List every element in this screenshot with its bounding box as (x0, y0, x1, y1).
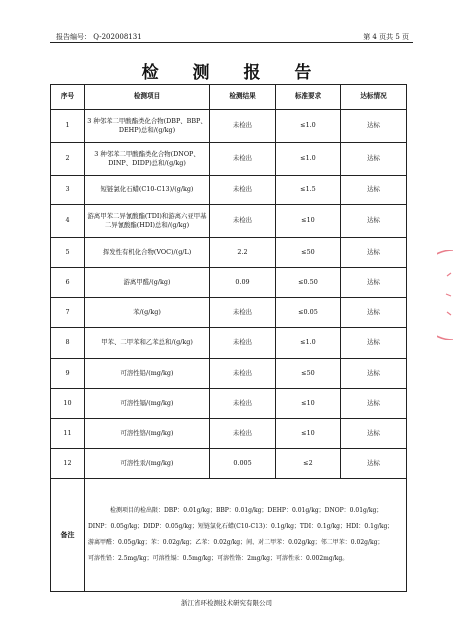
column-header-result: 检测结果 (210, 85, 276, 110)
cell-standard: ≤10 (276, 205, 341, 238)
table-header-row (51, 85, 407, 110)
cell-standard: ≤0.05 (276, 298, 341, 328)
cell-standard: ≤0.50 (276, 268, 341, 298)
report-number: 报告编号： Q-202008131 (56, 33, 142, 41)
cell-result: 未检出 (210, 176, 276, 205)
cell-no: 8 (51, 328, 85, 359)
column-header-standard: 标准要求 (276, 85, 341, 110)
table-row (51, 419, 407, 449)
cell-standard: ≤10 (276, 419, 341, 449)
cell-result: 未检出 (210, 298, 276, 328)
cell-result: 未检出 (210, 143, 276, 176)
cell-standard: ≤1.0 (276, 143, 341, 176)
cell-status: 达标 (341, 143, 407, 176)
cell-status: 达标 (341, 328, 407, 359)
cell-status: 达标 (341, 359, 407, 389)
stamp-seal-icon (437, 250, 453, 340)
cell-item: 3 种邻苯二甲酸酯类化合物(DBP、BBP、DEHP)总和/(g/kg) (85, 110, 210, 143)
cell-item: 可溶性铅/(mg/kg) (85, 359, 210, 389)
cell-item: 苯/(g/kg) (85, 298, 210, 328)
cell-result: 未检出 (210, 110, 276, 143)
cell-item: 挥发性有机化合物(VOC)/(g/L) (85, 238, 210, 268)
table-row (51, 176, 407, 205)
column-header-no: 序号 (51, 85, 85, 110)
note-line: 可溶性铅：2.5mg/kg；可溶性镉：0.5mg/kg；可溶性铬：2mg/kg；可溶性汞：0.002mg/kg。 (88, 554, 349, 562)
cell-item: 可溶性铬/(mg/kg) (85, 419, 210, 449)
table-row (51, 328, 407, 359)
page-indicator: 第 4 页共 5 页 (363, 33, 409, 41)
cell-no: 11 (51, 419, 85, 449)
cell-item: 可溶性汞/(mg/kg) (85, 449, 210, 479)
cell-standard: ≤50 (276, 238, 341, 268)
cell-status: 达标 (341, 238, 407, 268)
cell-no: 6 (51, 268, 85, 298)
cell-item: 游离甲苯二异氰酸酯(TDI)和游离六亚甲基二异氰酸酯(HDI)总和/(g/kg) (85, 205, 210, 238)
cell-no: 10 (51, 389, 85, 419)
cell-status: 达标 (341, 449, 407, 479)
cell-no: 9 (51, 359, 85, 389)
page-title: 检 测 报 告 (141, 63, 326, 83)
cell-result: 未检出 (210, 205, 276, 238)
table-row (51, 143, 407, 176)
cell-result: 0.09 (210, 268, 276, 298)
cell-item: 短链氯化石蜡(C10-C13)/(g/kg) (85, 176, 210, 205)
table-row (51, 238, 407, 268)
company-footer: 浙江省环检测技术研究有限公司 (181, 599, 272, 607)
cell-status: 达标 (341, 110, 407, 143)
cell-standard: ≤1.0 (276, 110, 341, 143)
cell-standard: ≤10 (276, 389, 341, 419)
cell-no: 12 (51, 449, 85, 479)
cell-item: 甲苯、二甲苯和乙苯总和/(g/kg) (85, 328, 210, 359)
cell-standard: ≤50 (276, 359, 341, 389)
results-table (50, 84, 407, 592)
note-line: 检测项目的检出限：DBP：0.01g/kg；BBP：0.01g/kg；DEHP：0.01g/kg；DNOP：0.01g/kg； (110, 507, 383, 515)
cell-no: 1 (51, 110, 85, 143)
cell-standard: ≤2 (276, 449, 341, 479)
column-header-status: 达标情况 (341, 85, 407, 110)
cell-result: 未检出 (210, 389, 276, 419)
column-header-item: 检测项目 (85, 85, 210, 110)
note-line: 游离甲醛：0.05g/kg；苯：0.02g/kg；乙苯：0.02g/kg；间、对二甲苯：0.02g/kg；邻二甲苯：0.02g/kg； (88, 539, 384, 546)
cell-no: 5 (51, 238, 85, 268)
note-label: 备注 (51, 479, 85, 592)
cell-standard: ≤1.0 (276, 328, 341, 359)
cell-status: 达标 (341, 389, 407, 419)
header-divider (50, 42, 413, 43)
cell-status: 达标 (341, 419, 407, 449)
cell-result: 未检出 (210, 419, 276, 449)
table-row (51, 389, 407, 419)
table-row (51, 449, 407, 479)
table-row (51, 359, 407, 389)
note-content (85, 479, 407, 592)
cell-standard: ≤1.5 (276, 176, 341, 205)
note-row (51, 479, 407, 592)
cell-no: 3 (51, 176, 85, 205)
table-row (51, 268, 407, 298)
table-row (51, 298, 407, 328)
note-line: DINP：0.05g/kg；DIDP：0.05g/kg；短链氯化石蜡(C10-C13)：0.1g/kg；TDI：0.1g/kg；HDI：0.1g/kg； (88, 523, 394, 531)
cell-status: 达标 (341, 205, 407, 238)
table-row (51, 205, 407, 238)
cell-item: 游离甲醛/(g/kg) (85, 268, 210, 298)
cell-no: 4 (51, 205, 85, 238)
cell-result: 2.2 (210, 238, 276, 268)
cell-status: 达标 (341, 176, 407, 205)
cell-result: 0.005 (210, 449, 276, 479)
cell-result: 未检出 (210, 328, 276, 359)
cell-item: 可溶性镉/(mg/kg) (85, 389, 210, 419)
cell-status: 达标 (341, 268, 407, 298)
table-row (51, 110, 407, 143)
cell-status: 达标 (341, 298, 407, 328)
cell-item: 3 种邻苯二甲酸酯类化合物(DNOP、DINP、DIDP)总和/(g/kg) (85, 143, 210, 176)
cell-no: 7 (51, 298, 85, 328)
cell-result: 未检出 (210, 359, 276, 389)
cell-no: 2 (51, 143, 85, 176)
